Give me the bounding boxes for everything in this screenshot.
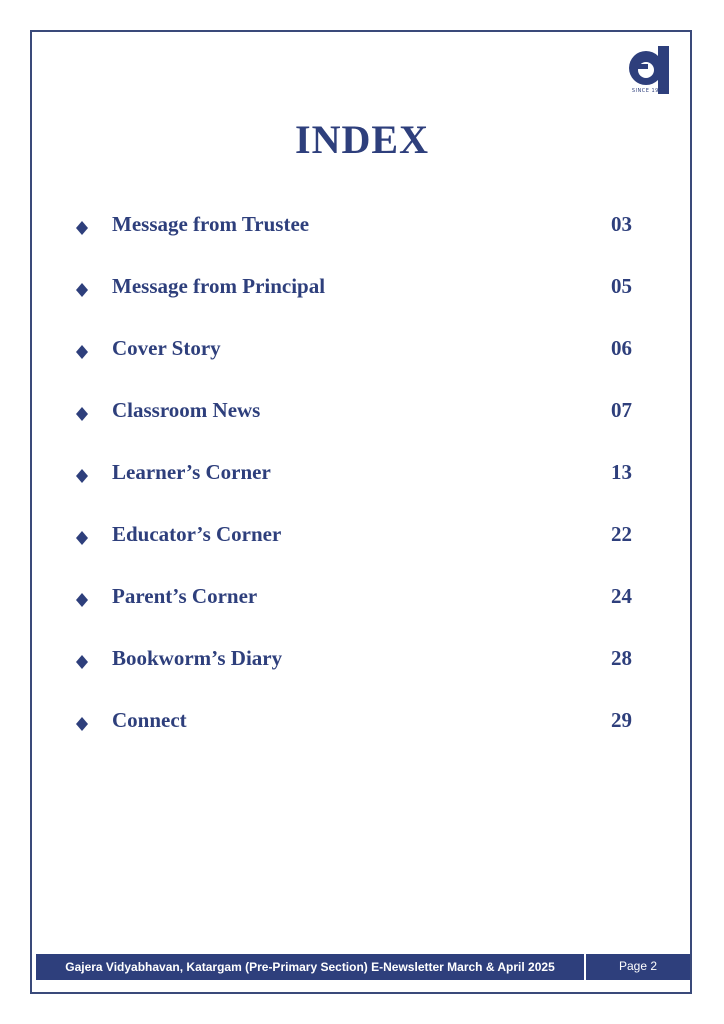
toc-entry-label: Message from Trustee [112, 212, 310, 236]
toc-entry-page: 24 [611, 584, 632, 608]
toc-entry-page: 07 [611, 398, 632, 422]
toc-entry-page: 28 [611, 646, 632, 670]
toc-entry-page: 22 [611, 522, 632, 546]
toc-entry[interactable] [76, 584, 632, 614]
logo-tagline: SINCE 1993 [631, 88, 667, 94]
toc-entry-page: 29 [611, 708, 632, 732]
toc-entry-page: 06 [611, 336, 632, 360]
toc-entry-label: Bookworm’s Diary [112, 646, 283, 670]
toc-entry-page: 05 [611, 274, 632, 298]
toc-entry[interactable] [76, 460, 632, 490]
diamond-bullet-icon [76, 469, 88, 483]
toc-entry-label: Cover Story [112, 336, 221, 360]
toc-entry[interactable] [76, 646, 632, 676]
toc-entry-label: Classroom News [112, 398, 261, 422]
toc-entry-page: 13 [611, 460, 632, 484]
toc-entry-label: Educator’s Corner [112, 522, 282, 546]
toc-entry-label: Parent’s Corner [112, 584, 258, 608]
diamond-bullet-icon [76, 283, 88, 297]
toc-entry-page: 03 [611, 212, 632, 236]
diamond-bullet-icon [76, 717, 88, 731]
diamond-bullet-icon [76, 345, 88, 359]
footer-page-number: Page 2 [586, 954, 690, 980]
diamond-bullet-icon [76, 593, 88, 607]
toc-entry-label: Message from Principal [112, 274, 326, 298]
toc-entry[interactable] [76, 708, 632, 738]
diamond-bullet-icon [76, 407, 88, 421]
diamond-bullet-icon [76, 221, 88, 235]
footer-newsletter-title: Gajera Vidyabhavan, Katargam (Pre-Primary Section) E-Newsletter March & April 2025 [36, 954, 584, 980]
diamond-bullet-icon [76, 531, 88, 545]
toc-entry[interactable] [76, 398, 632, 428]
toc-entry-label: Learner’s Corner [112, 460, 271, 484]
toc-entry-label: Connect [112, 708, 187, 732]
toc-entry[interactable] [76, 274, 632, 304]
toc-entry[interactable] [76, 336, 632, 366]
toc-entry[interactable] [76, 212, 632, 242]
diamond-bullet-icon [76, 655, 88, 669]
page-title: INDEX [295, 117, 429, 162]
toc-entry[interactable] [76, 522, 632, 552]
